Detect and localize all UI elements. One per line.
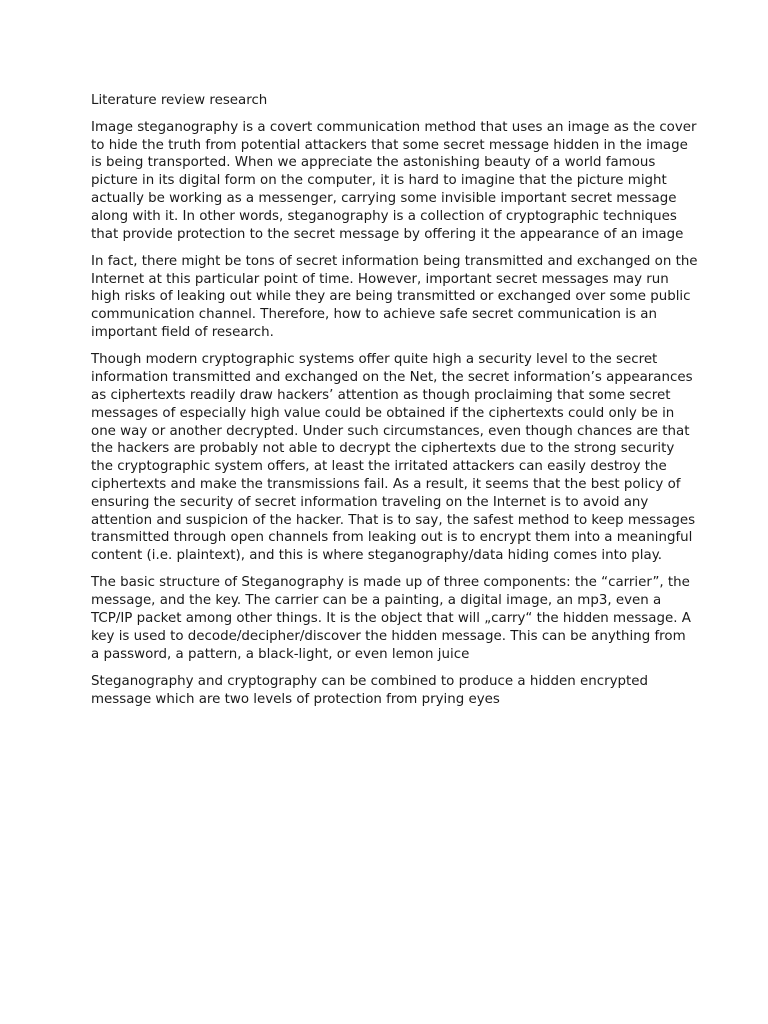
paragraph-image-steganography: Image steganography is a covert communication method that uses an image as the cover to hide the truth from potential attackers that some secret message hidden in the image is being transported. When we appreciate the astonishing beauty of a world famous picture in its digital form on the computer, it is hard to imagine that the picture might actually be working as a messenger, carrying some invisible important secret message along with it. In other words, steganography is a collection of cryptographic techniques that provide protection to the secret message by offering it the appearance of an image xyxy=(91,119,697,242)
paragraph-combined-protection: Steganography and cryptography can be combined to produce a hidden encrypted message which are two levels of protection from prying eyes xyxy=(91,673,649,707)
paragraph-basic-structure: The basic structure of Steganography is made up of three components: the “carrier”, the message, and the key. The carrier can be a painting, a digital image, an mp3, even a TCP/IP packet among other things. It is the object that will „carry“ the hidden message. A key is used to decode/decipher/discover the hidden message. This can be anything from a password, a pattern, a black-light, or even lemon juice xyxy=(91,575,691,662)
paragraph-secret-information: In fact, there might be tons of secret information being transmitted and exchanged on the Internet at this particular point of time. However, important secret messages may run high risks of leaking out while they are being transmitted or exchanged over some public communication channel. Therefore, how to achieve safe secret communication is an important field of research. xyxy=(91,253,698,341)
document-heading: Literature review research xyxy=(91,93,268,108)
paragraph-cryptographic-systems: Though modern cryptographic systems offer quite high a security level to the secret information transmitted and exchanged on the Net, the secret information’s appearances as ciphertexts readily draw hackers’ attention as though proclaiming that some secret messages of especially high value could be obtained if the ciphertexts could only be in one way or another decrypted. Under such circumstances, even though chances are that the hackers are probably not able to decrypt the ciphertexts due to the strong security the cryptographic system offers, at least the irritated attackers can easily destroy the ciphertexts and make the transmissions fail. As a result, it seems that the best policy of ensuring the security of secret information traveling on the Internet is to avoid any attention and suspicion of the hacker. That is to say, the safest method to keep messages transmitted through open channels from leaking out is to encrypt them into a meaningful content (i.e. plaintext), and this is where steganography/data hiding comes into play. xyxy=(91,352,696,564)
